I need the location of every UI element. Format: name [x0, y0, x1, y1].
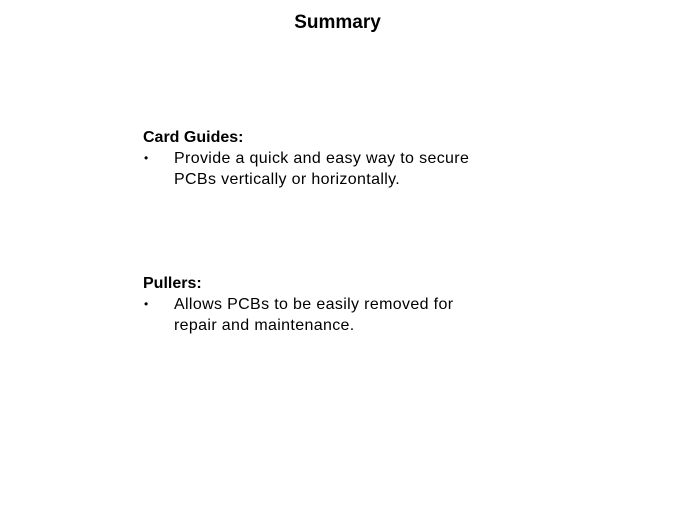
pullers-section — [143, 274, 543, 336]
card-guides-bullet — [143, 148, 543, 190]
pullers-heading: Pullers: — [143, 275, 202, 292]
pullers-bullet — [143, 294, 543, 336]
card-guides-bullet-text: Provide a quick and easy way to secure PCBs vertically or horizontally. — [174, 150, 470, 188]
card-guides-section — [143, 128, 543, 190]
card-guides-heading: Card Guides: — [143, 129, 244, 146]
pullers-bullet-text: Allows PCBs to be easily removed for repair and maintenance. — [174, 296, 454, 334]
bullet-icon: • — [144, 297, 149, 311]
slide-title: Summary — [294, 12, 381, 33]
bullet-icon: • — [144, 151, 149, 165]
